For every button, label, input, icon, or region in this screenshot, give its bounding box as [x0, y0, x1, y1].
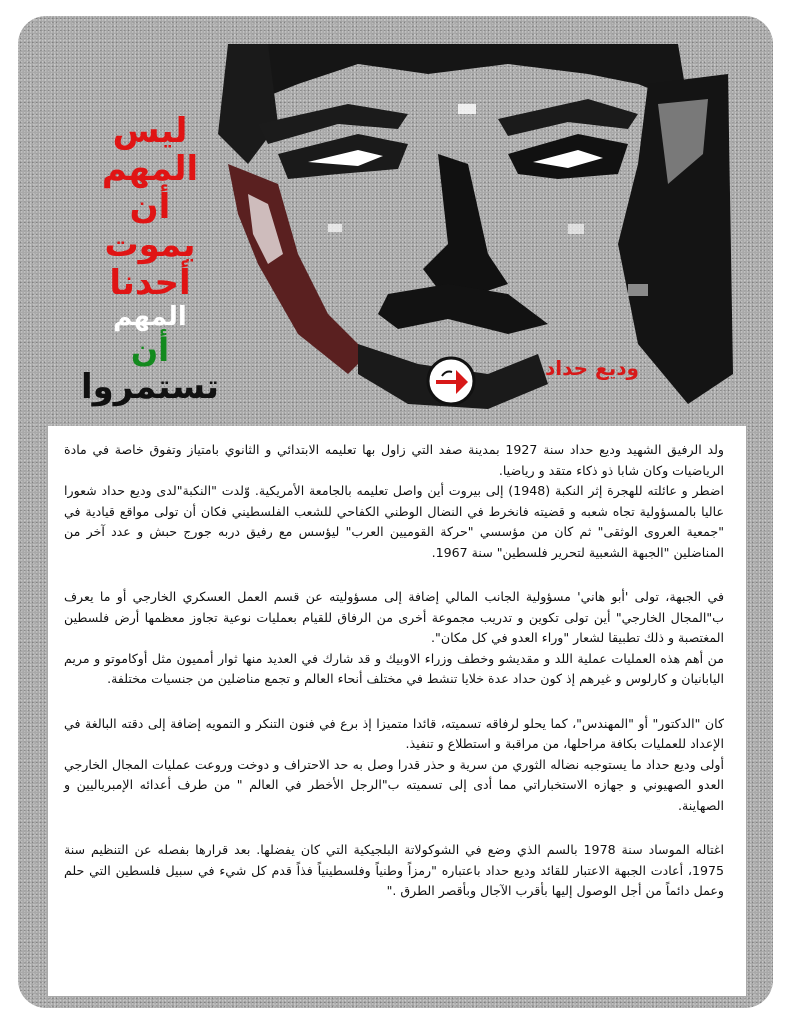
- speck: [568, 224, 584, 234]
- article-paragraph: من أهم هذه العمليات عملية اللد و مقديشو وخطف وزراء الاوبيك و قد شارك في العديد منها ثوار أمميون مثل أوكاموتو و مريم اليابانيان و كارلوس و غيرهم إذ كون حداد عدة خلايا تنشط في مختلف أنحاء العالم و تجمع مناضلين من جنسيات مختلفة.: [64, 650, 724, 686]
- hair-left-shape: [218, 44, 278, 164]
- article-paragraph: أولى وديع حداد ما يستوجبه نضاله الثوري من سرية و حذر قدرا وصل به حد الاحتراف و دوخت وروعت عمليات المجال الخارجي العدو الصهيوني و جهازه الاستخباراتي مما أدى إلى تسميته ب"الرجل الأخطر في العالم " من طرف أعدائه الإمبرياليين و الصهاينة.: [64, 756, 724, 813]
- hair-shape: [248, 44, 688, 104]
- article-paragraph: اضطر و عائلته للهجرة إثر النكبة (1948) إلى بيروت أين واصل تعليمه بالجامعة الأمريكية. وّلدت "النكبة"لدى وديع حداد شعورا عاليا بالمسؤولية تجاه شعبه و قضيته فانخرط في النضال الوطني الكفاحي للشعب الفلسطيني فكان أن تولى مواقع قيادية في "جمعية العروى الوثقى" ثم كان من مؤسسي "حركة القوميين العرب" ليؤسس مع رفيق دربه جورج حبش و عدد آخر من المناضلين "الجبهة الشعبية لتحرير فلسطين" سنة 1967.: [64, 483, 725, 560]
- slogan-line: أحدنا: [109, 263, 191, 303]
- slogan: [80, 111, 220, 408]
- article-paragraph: اغتاله الموساد سنة 1978 بالسم الذي وضع في الشوكولاتة البلجيكية التي كان يفضلها. بعد قرارها بفصله عن التنظيم سنة 1975، أعادت الجبهة الاعتبار للقائد وديع حداد باعتباره "رمزاً وطنياً وفلسطينياً فذاً قدم كل شيء في سبيل فلسطين التي حلم وعمل دائماً من أجل الوصول إليها بأقرب الآجال وبأقصر الطرق .": [64, 842, 724, 898]
- slogan-line: المهم: [113, 302, 187, 332]
- name-signature: وديع حداد: [545, 356, 639, 380]
- article-paragraph: ولد الرفيق الشهيد وديع حداد سنة 1927 بمدينة صفد التي زاول بها تعليمه الابتدائي و الثانوي بامتياز وتفوق خاصة في مادة الرياضيات وكان شابا ذو ذكاء متقد و رياضيا.: [64, 442, 724, 478]
- article-body: [48, 426, 746, 996]
- poster-background: [18, 16, 773, 1008]
- paragraph-gap: [64, 690, 724, 714]
- slogan-line: المهم: [101, 149, 199, 189]
- paragraph-gap: [64, 563, 724, 587]
- slogan-line: يموت: [104, 225, 196, 265]
- nose-shape: [423, 154, 508, 294]
- speck: [628, 284, 648, 296]
- slogan-line: ليس: [112, 111, 188, 151]
- slogan-line: تستمروا: [81, 367, 219, 407]
- slogan-line: أن: [129, 187, 171, 227]
- left-brow-shape: [258, 104, 408, 144]
- right-brow-shape: [498, 99, 638, 136]
- paragraph-gap: [64, 816, 724, 840]
- pflp-logo-icon: [426, 356, 476, 406]
- article-paragraph: في الجبهة، تولى 'أبو هاني' مسؤولية الجانب المالي إضافة إلى مسؤوليته عن قسم العمل العسكري الخارجي أو ما يعرف ب"المجال الخارجي" أين تولى تكوين و تدريب مجموعة أخرى من الرفاق للقيام بعمليات نوعية تجاوز معظمها أرض فلسطين المغتصبة و ذلك تطبيقا لشعار "وراء العدو في كل مكان".: [64, 589, 724, 645]
- speck: [328, 224, 342, 232]
- slogan-line: أن: [130, 331, 170, 369]
- mustache-shape: [378, 284, 548, 334]
- article-paragraph: كان "الدكتور" أو "المهندس"، كما يحلو لرفاقه تسميته، قائدا متميزا إذ برع في فنون التنكر و التمويه إضافة إلى دقته البالغة في الإعداد للعمليات بكافة مراحلها، من مراقبة و استطلاع و تنفيذ.: [64, 715, 724, 751]
- speck: [458, 104, 476, 114]
